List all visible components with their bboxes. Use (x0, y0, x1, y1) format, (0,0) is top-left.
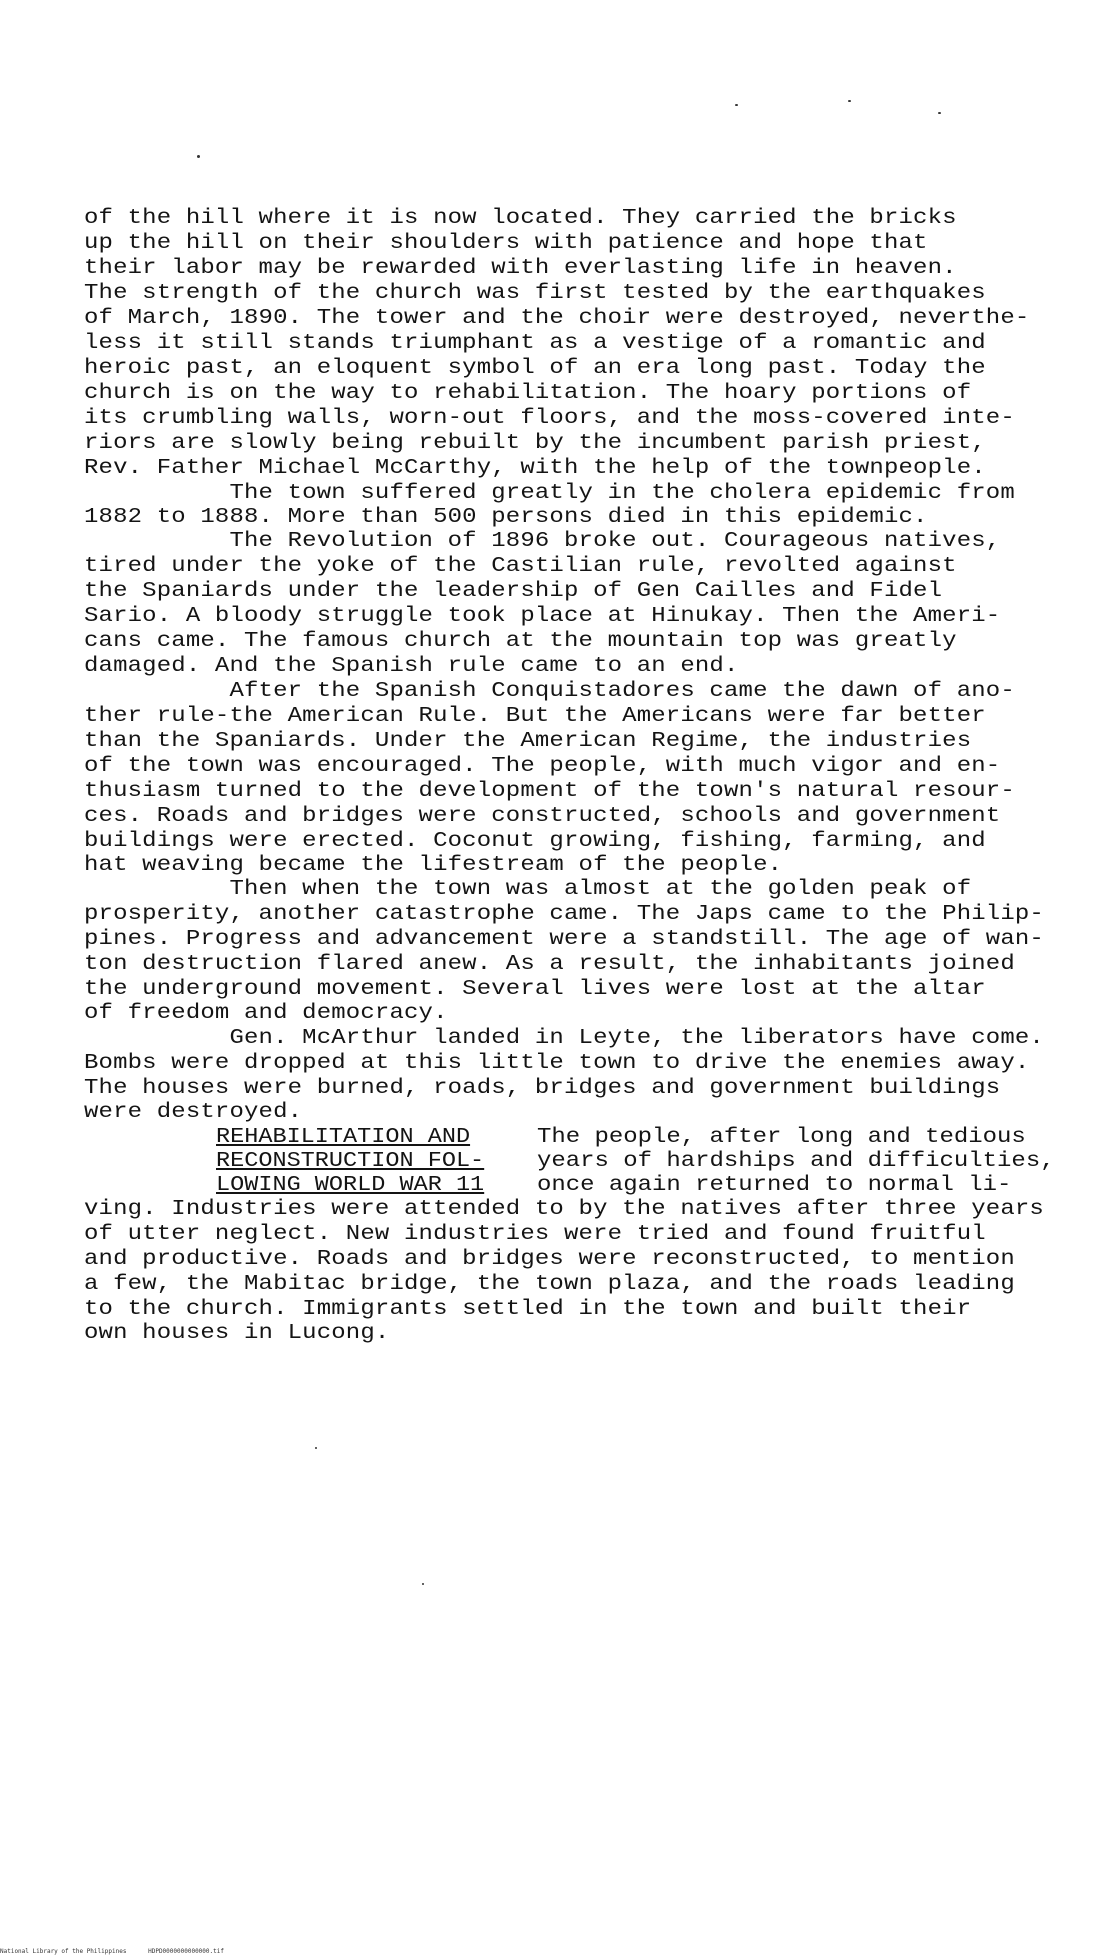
text-line: of freedom and democracy. (84, 1001, 448, 1025)
text-line: Gen. McArthur landed in Leyte, the liberators have come. (84, 1026, 1044, 1050)
text-line: The houses were burned, roads, bridges and government buildings (84, 1076, 1001, 1100)
text-line: The strength of the church was first tested by the earthquakes (84, 281, 986, 305)
text-line: Rev. Father Michael McCarthy, with the help of the townpeople. (84, 456, 986, 480)
text-line: than the Spaniards. Under the American Regime, the industries (84, 729, 972, 753)
scan-speck (315, 1447, 317, 1449)
text-line: hat weaving became the lifestream of the people. (84, 853, 783, 877)
text-line: damaged. And the Spanish rule came to an end. (84, 654, 739, 678)
scan-footer: National Library of the Philippines HDPD0000000000000.tif (0, 1948, 224, 1955)
text-line: cans came. The famous church at the mountain top was greatly (84, 629, 957, 653)
text-line: the Spaniards under the leadership of Gen Cailles and Fidel (84, 579, 943, 603)
text-line: church is on the way to rehabilitation. The hoary portions of (84, 381, 972, 405)
text-line: its crumbling walls, worn-out floors, and the moss-covered inte- (84, 406, 1015, 430)
scan-speck (197, 155, 200, 158)
text-line: ther rule-the American Rule. But the Americans were far better (84, 704, 986, 728)
text-line: own houses in Lucong. (84, 1321, 390, 1345)
text-line: 1882 to 1888. More than 500 persons died in this epidemic. (84, 505, 928, 529)
text-line: ving. Industries were attended to by the natives after three years (84, 1197, 1044, 1221)
text-line: of utter neglect. New industries were tried and found fruitful (84, 1222, 986, 1246)
scan-speck (735, 104, 738, 106)
text-line: their labor may be rewarded with everlasting life in heaven. (84, 256, 957, 280)
text-line: the underground movement. Several lives were lost at the altar (84, 977, 986, 1001)
text-line: The town suffered greatly in the cholera epidemic from (84, 481, 1015, 505)
scan-speck (848, 100, 851, 102)
text-line: buildings were erected. Coconut growing, fishing, farming, and (84, 829, 986, 853)
text-line: riors are slowly being rebuilt by the incumbent parish priest, (84, 431, 986, 455)
scan-speck (938, 112, 941, 114)
text-line: ton destruction flared anew. As a result, the inhabitants joined (84, 952, 1015, 976)
text-line: a few, the Mabitac bridge, the town plaza, and the roads leading (84, 1272, 1015, 1296)
text-line: of the town was encouraged. The people, with much vigor and en- (84, 754, 1001, 778)
text-line: prosperity, another catastrophe came. The Japs came to the Philip- (84, 902, 1044, 926)
text-line: After the Spanish Conquistadores came the dawn of ano- (84, 679, 1015, 703)
text-line: of the hill where it is now located. They carried the bricks (84, 206, 957, 230)
section-side-heading: RECONSTRUCTION FOL- (216, 1150, 485, 1173)
text-line: were destroyed. (84, 1100, 303, 1124)
text-line: Sario. A bloody struggle took place at Hinukay. Then the Ameri- (84, 604, 1001, 628)
text-line: to the church. Immigrants settled in the town and built their (84, 1297, 972, 1321)
text-line: less it still stands triumphant as a vestige of a romantic and (84, 331, 986, 355)
text-line: ces. Roads and bridges were constructed, schools and government (84, 804, 1001, 828)
text-line: up the hill on their shoulders with patience and hope that (84, 231, 928, 255)
section-side-heading: REHABILITATION AND (216, 1126, 471, 1149)
text-line: of March, 1890. The tower and the choir were destroyed, neverthe- (84, 306, 1030, 330)
text-line: The Revolution of 1896 broke out. Courageous natives, (84, 529, 1001, 553)
section-side-heading: LOWING WORLD WAR 11 (216, 1174, 485, 1197)
text-line: heroic past, an eloquent symbol of an era long past. Today the (84, 356, 986, 380)
text-line: tired under the yoke of the Castilian rule, revolted against (84, 554, 957, 578)
side-text-line: years of hardships and difficulties, (537, 1149, 1055, 1173)
text-line: thusiasm turned to the development of the town's natural resour- (84, 779, 1015, 803)
text-line: and productive. Roads and bridges were reconstructed, to mention (84, 1247, 1015, 1271)
side-text-line: The people, after long and tedious (537, 1125, 1026, 1149)
text-line: Then when the town was almost at the golden peak of (84, 877, 972, 901)
text-line: pines. Progress and advancement were a standstill. The age of wan- (84, 927, 1044, 951)
text-line: Bombs were dropped at this little town to drive the enemies away. (84, 1051, 1030, 1075)
side-text-line: once again returned to normal li- (537, 1173, 1012, 1197)
scan-speck (422, 1583, 424, 1585)
